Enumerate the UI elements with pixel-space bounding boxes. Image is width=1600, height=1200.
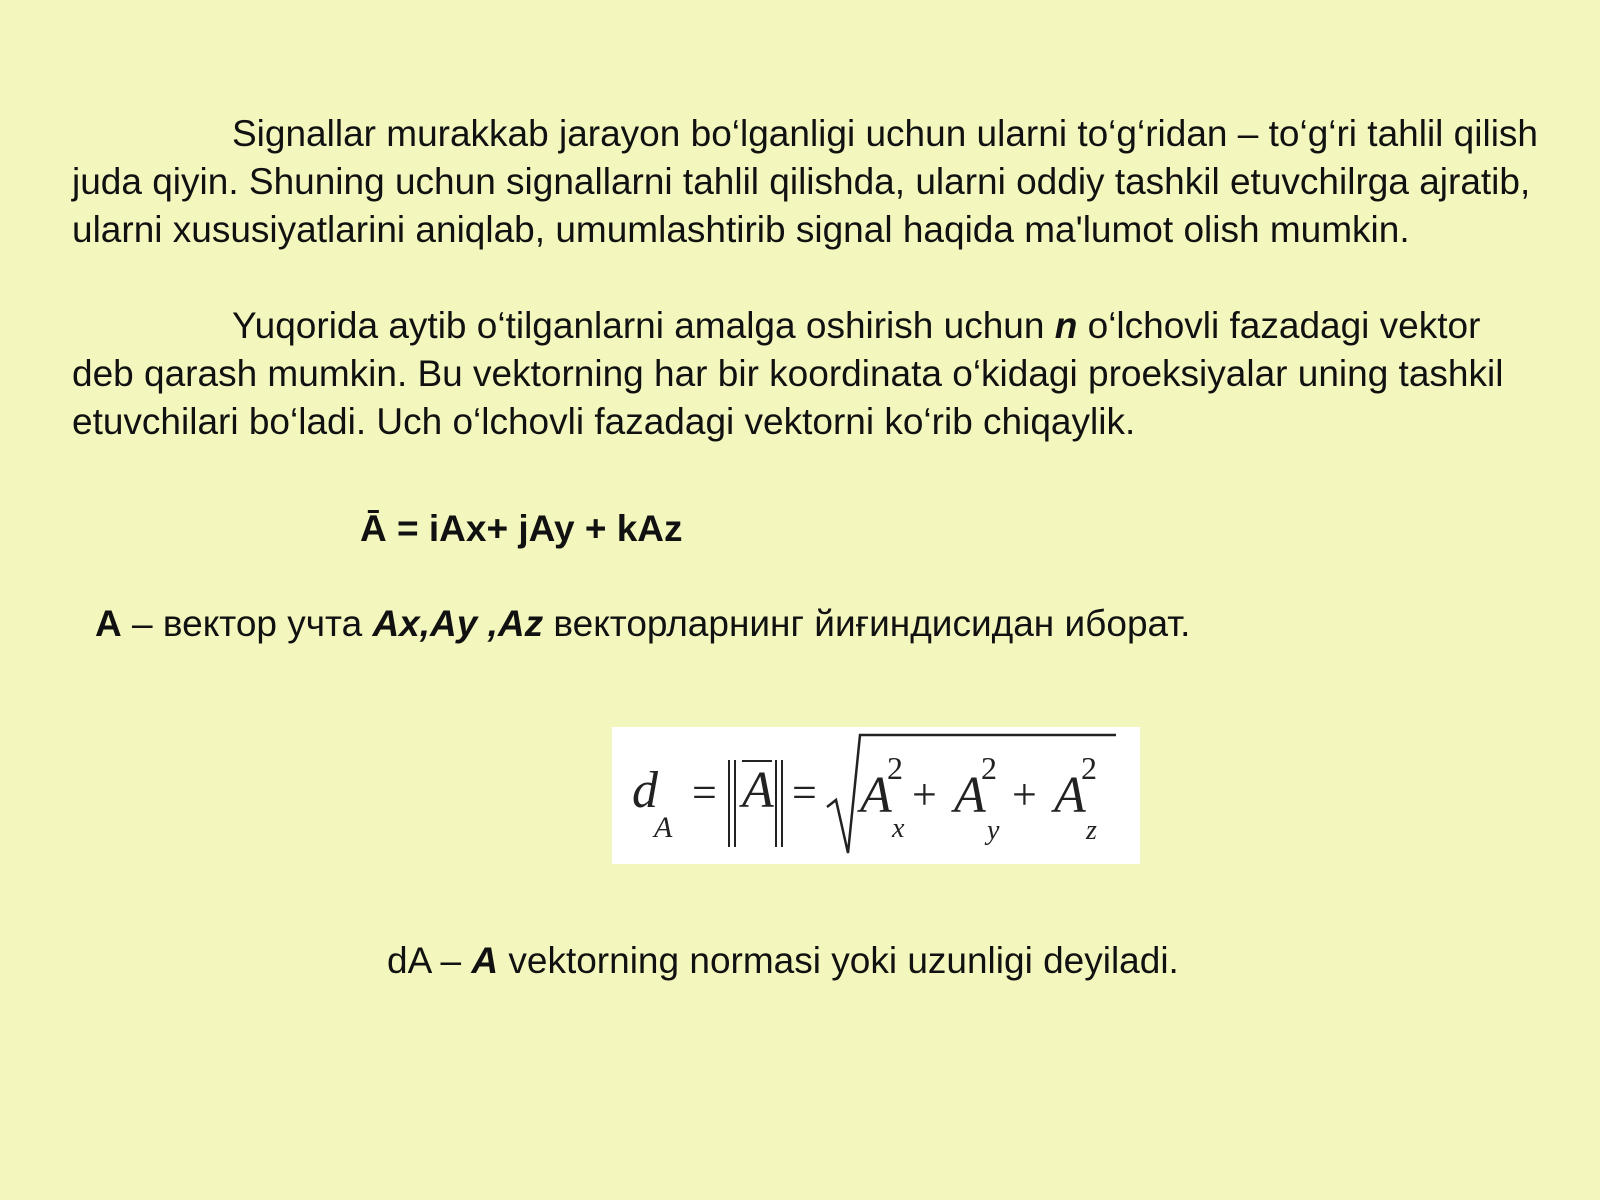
formula-plus-2: + [1012, 770, 1037, 819]
paragraph-intro-text: Signallar murakkab jarayon bo‘lganligi uchun ularni to‘g‘ridan – to‘g‘ri tahlil qilish juda qiyin. Shuning uchun signallarni tahlil qilishda, ularni oddiy tashkil etuvchilrga ajratib, ularni xususiyatlarini aniqlab, umumlashtirib signal haqida ma'lumot olish mumkin. [72, 113, 1539, 250]
formula-sub-a: A [654, 811, 673, 844]
formula-term-a: A [860, 767, 892, 824]
paragraph-vector [72, 302, 1542, 446]
vector-description-text-a: – вектор учта [121, 603, 373, 644]
paragraph-vector-text-a: Yuqorida aytib o‘tilganlarni amalga oshirish uchun [232, 305, 1055, 346]
vector-equation: Ā = iAx+ jAy + kAz [360, 508, 683, 549]
formula-sub-y: y [987, 815, 1000, 846]
norm-formula [612, 727, 1140, 864]
vector-description-text-b: векторларнинг йиғиндисидан иборат. [543, 603, 1191, 644]
vector-components: Ax,Ay ,Az [372, 603, 544, 644]
formula-sub-z: z [1086, 815, 1097, 846]
norm-symbol: A [471, 940, 499, 981]
formula-exp: 2 [1081, 750, 1097, 786]
formula-exp: 2 [981, 750, 997, 786]
variable-n: n [1054, 305, 1078, 346]
vector-description [95, 600, 1190, 648]
paragraph-vector-text-b: o‘lchovli fazadagi vektor deb qarash mumkin. Bu vektorning har bir koordinata o‘kidagi proeksiyalar uning tashkil etuvchilari bo‘ladi. Uch o‘lchovli fazadagi vektorni ko‘rib chiqaylik. [72, 305, 1504, 442]
formula-term-a: A [954, 767, 986, 824]
norm-description [387, 937, 1179, 985]
norm-description-prefix: dA – [387, 940, 472, 981]
formula-equals-1: = [692, 768, 717, 817]
formula-plus-1: + [912, 770, 937, 819]
formula-d: d [632, 762, 658, 819]
formula-sub-x: x [892, 813, 905, 844]
formula-norm-a: A [742, 762, 774, 819]
norm-description-suffix: vektorning normasi yoki uzunligi deyiladi. [498, 940, 1179, 981]
formula-term-a: A [1054, 767, 1086, 824]
formula-equals-2: = [792, 768, 817, 817]
vector-symbol: A [95, 603, 122, 644]
paragraph-intro [72, 110, 1542, 254]
formula-exp: 2 [887, 750, 903, 786]
